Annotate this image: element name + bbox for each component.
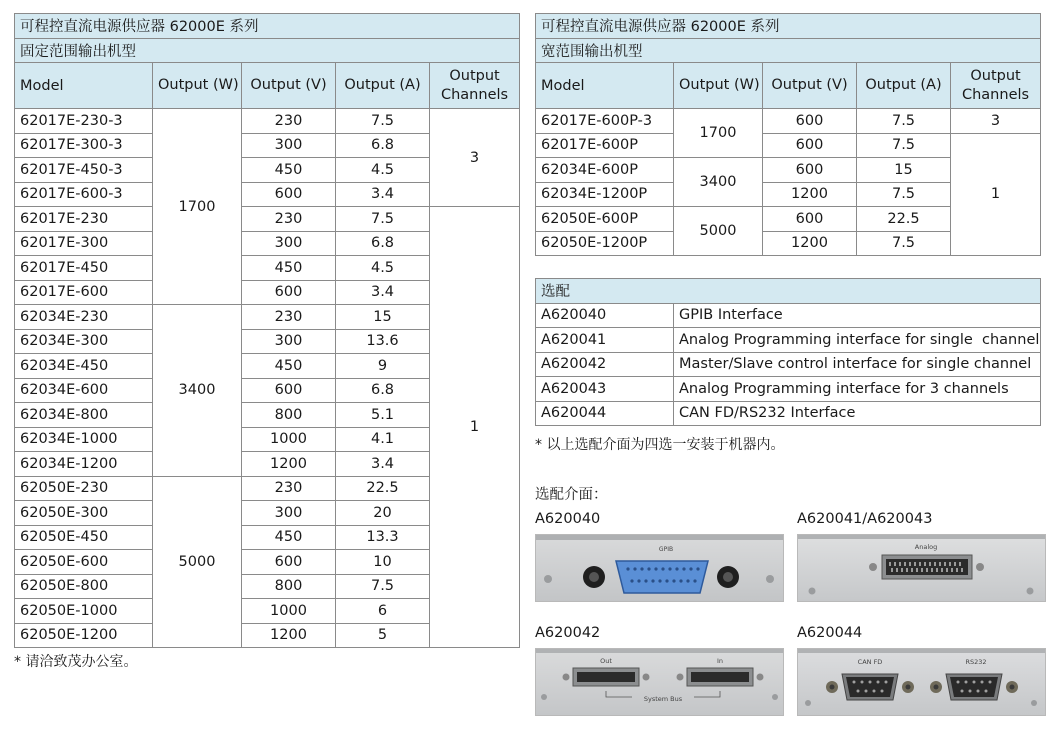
option-desc: GPIB Interface — [674, 303, 1041, 328]
fixed-table-title: 可程控直流电源供应器 62000E 系列 — [15, 14, 520, 39]
voltage-cell: 600 — [242, 550, 336, 575]
current-cell: 9 — [336, 354, 430, 379]
voltage-cell: 600 — [763, 109, 857, 134]
out-label: Out — [600, 657, 612, 665]
model-cell: 62017E-300-3 — [15, 133, 153, 158]
current-cell: 15 — [857, 158, 951, 183]
analog-interface-photo — [797, 534, 1046, 602]
table-row — [536, 377, 1041, 402]
current-cell: 7.5 — [336, 109, 430, 134]
wide-table-subtitle: 宽范围输出机型 — [536, 38, 1041, 63]
model-cell: 62050E-1000 — [15, 599, 153, 624]
voltage-cell: 300 — [242, 133, 336, 158]
current-cell: 3.4 — [336, 280, 430, 305]
model-cell: 62017E-450-3 — [15, 158, 153, 183]
model-cell: 62017E-300 — [15, 231, 153, 256]
model-cell: 62017E-230 — [15, 207, 153, 232]
model-cell: 62050E-300 — [15, 501, 153, 526]
model-cell: 62050E-1200 — [15, 623, 153, 648]
current-cell: 3.4 — [336, 182, 430, 207]
option-code: A620042 — [536, 352, 674, 377]
table-row — [536, 352, 1041, 377]
model-cell: 62034E-1200 — [15, 452, 153, 477]
header-output-channels: Output Channels — [951, 63, 1041, 109]
model-cell: 62017E-600 — [15, 280, 153, 305]
voltage-cell: 450 — [242, 158, 336, 183]
table-row — [536, 401, 1041, 426]
canfd-label: CAN FD — [857, 658, 883, 666]
model-cell: 62050E-1200P — [536, 231, 674, 256]
current-cell: 7.5 — [336, 574, 430, 599]
model-cell: 62034E-800 — [15, 403, 153, 428]
current-cell: 4.5 — [336, 158, 430, 183]
system-bus-interface-photo — [535, 648, 784, 716]
voltage-cell: 300 — [242, 501, 336, 526]
current-cell: 4.5 — [336, 256, 430, 281]
options-note: * 以上选配介面为四选一安装于机器内。 — [535, 437, 785, 453]
voltage-cell: 800 — [242, 403, 336, 428]
voltage-cell: 230 — [242, 305, 336, 330]
wide-range-table — [535, 13, 1041, 256]
model-cell: 62050E-800 — [15, 574, 153, 599]
power-cell: 5000 — [153, 476, 242, 648]
header-output-a: Output (A) — [336, 63, 430, 109]
model-cell: 62034E-1000 — [15, 427, 153, 452]
gpib-interface-photo — [535, 534, 784, 602]
header-output-v: Output (V) — [242, 63, 336, 109]
voltage-cell: 600 — [242, 378, 336, 403]
current-cell: 4.1 — [336, 427, 430, 452]
current-cell: 13.3 — [336, 525, 430, 550]
power-cell: 1700 — [153, 109, 242, 305]
channels-cell: 3 — [430, 109, 520, 207]
wide-table-title: 可程控直流电源供应器 62000E 系列 — [536, 14, 1041, 39]
interface-caption: A620040 — [535, 511, 601, 527]
current-cell: 6.8 — [336, 133, 430, 158]
voltage-cell: 300 — [242, 329, 336, 354]
fixed-table-note: * 请洽致茂办公室。 — [14, 654, 138, 670]
voltage-cell: 600 — [763, 207, 857, 232]
fixed-table-subtitle: 固定范围输出机型 — [15, 38, 520, 63]
voltage-cell: 230 — [242, 207, 336, 232]
current-cell: 13.6 — [336, 329, 430, 354]
power-cell: 5000 — [674, 207, 763, 256]
current-cell: 6.8 — [336, 231, 430, 256]
current-cell: 3.4 — [336, 452, 430, 477]
interface-caption: A620042 — [535, 625, 601, 641]
header-output-v: Output (V) — [763, 63, 857, 109]
current-cell: 5.1 — [336, 403, 430, 428]
table-row — [536, 133, 1041, 158]
canfd-rs232-interface-photo — [797, 648, 1046, 716]
options-title: 选配 — [536, 279, 1041, 304]
interface-caption: A620041/A620043 — [797, 511, 933, 527]
current-cell: 5 — [336, 623, 430, 648]
header-output-w: Output (W) — [674, 63, 763, 109]
power-cell: 3400 — [674, 158, 763, 207]
system-bus-label: System Bus — [643, 695, 683, 703]
option-desc: CAN FD/RS232 Interface — [674, 401, 1041, 426]
voltage-cell: 1200 — [763, 231, 857, 256]
voltage-cell: 300 — [242, 231, 336, 256]
model-cell: 62034E-230 — [15, 305, 153, 330]
voltage-cell: 600 — [242, 280, 336, 305]
table-row — [15, 207, 520, 232]
current-cell: 6.8 — [336, 378, 430, 403]
channels-cell: 1 — [430, 207, 520, 648]
current-cell: 20 — [336, 501, 430, 526]
voltage-cell: 1200 — [763, 182, 857, 207]
model-cell: 62050E-600P — [536, 207, 674, 232]
current-cell: 7.5 — [857, 182, 951, 207]
current-cell: 10 — [336, 550, 430, 575]
current-cell: 7.5 — [857, 109, 951, 134]
fixed-range-table — [14, 13, 520, 648]
current-cell: 7.5 — [857, 133, 951, 158]
model-cell: 62050E-230 — [15, 476, 153, 501]
table-row — [536, 109, 1041, 134]
model-cell: 62017E-450 — [15, 256, 153, 281]
current-cell: 7.5 — [857, 231, 951, 256]
header-model: Model — [15, 63, 153, 109]
voltage-cell: 800 — [242, 574, 336, 599]
voltage-cell: 600 — [763, 158, 857, 183]
voltage-cell: 230 — [242, 109, 336, 134]
options-table — [535, 278, 1041, 426]
voltage-cell: 450 — [242, 354, 336, 379]
model-cell: 62050E-450 — [15, 525, 153, 550]
header-output-a: Output (A) — [857, 63, 951, 109]
voltage-cell: 1200 — [242, 452, 336, 477]
voltage-cell: 1200 — [242, 623, 336, 648]
header-output-channels: Output Channels — [430, 63, 520, 109]
model-cell: 62017E-230-3 — [15, 109, 153, 134]
table-row — [536, 328, 1041, 353]
interfaces-heading: 选配介面： — [535, 487, 608, 503]
model-cell: 62034E-1200P — [536, 182, 674, 207]
table-row — [15, 109, 520, 134]
model-cell: 62034E-600P — [536, 158, 674, 183]
voltage-cell: 450 — [242, 256, 336, 281]
model-cell: 62050E-600 — [15, 550, 153, 575]
option-code: A620044 — [536, 401, 674, 426]
current-cell: 15 — [336, 305, 430, 330]
option-code: A620040 — [536, 303, 674, 328]
header-output-w: Output (W) — [153, 63, 242, 109]
channels-cell: 1 — [951, 133, 1041, 256]
voltage-cell: 600 — [242, 182, 336, 207]
analog-label: Analog — [914, 543, 938, 551]
voltage-cell: 1000 — [242, 427, 336, 452]
voltage-cell: 1000 — [242, 599, 336, 624]
model-cell: 62017E-600-3 — [15, 182, 153, 207]
header-model: Model — [536, 63, 674, 109]
current-cell: 22.5 — [336, 476, 430, 501]
option-desc: Master/Slave control interface for single channel — [674, 352, 1041, 377]
current-cell: 6 — [336, 599, 430, 624]
voltage-cell: 600 — [763, 133, 857, 158]
model-cell: 62034E-600 — [15, 378, 153, 403]
channels-cell: 3 — [951, 109, 1041, 134]
voltage-cell: 450 — [242, 525, 336, 550]
option-desc: Analog Programming interface for 3 channels — [674, 377, 1041, 402]
current-cell: 22.5 — [857, 207, 951, 232]
current-cell: 7.5 — [336, 207, 430, 232]
power-cell: 1700 — [674, 109, 763, 158]
table-row — [536, 303, 1041, 328]
model-cell: 62034E-300 — [15, 329, 153, 354]
in-label: In — [716, 657, 724, 665]
model-cell: 62017E-600P-3 — [536, 109, 674, 134]
option-desc: Analog Programming interface for single channel — [674, 328, 1041, 353]
interface-caption: A620044 — [797, 625, 863, 641]
model-cell: 62017E-600P — [536, 133, 674, 158]
rs232-label: RS232 — [965, 658, 987, 666]
gpib-label: GPIB — [658, 546, 674, 553]
option-code: A620043 — [536, 377, 674, 402]
model-cell: 62034E-450 — [15, 354, 153, 379]
voltage-cell: 230 — [242, 476, 336, 501]
option-code: A620041 — [536, 328, 674, 353]
power-cell: 3400 — [153, 305, 242, 477]
